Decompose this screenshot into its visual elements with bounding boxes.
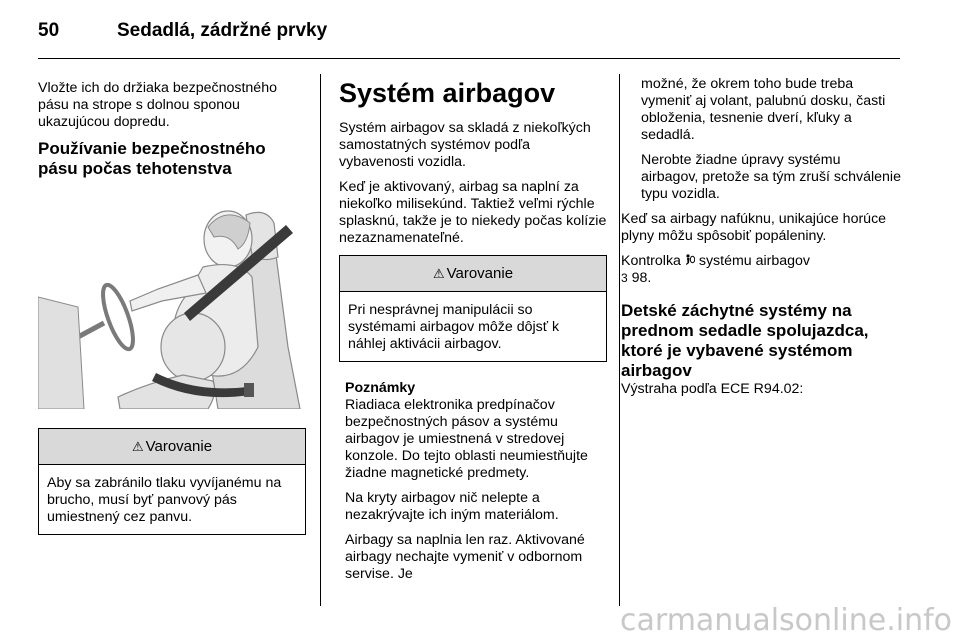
hot-gases-paragraph: Keď sa airbagy nafúknu, unikajúce horúce plyny môžu spôsobiť popáleniny. xyxy=(621,211,887,244)
warning-header xyxy=(39,429,305,465)
page-ref-arrow-icon: 3 xyxy=(621,271,628,285)
watermark: carmanualsonline.info xyxy=(620,603,952,638)
page-ref-link[interactable]: 98. xyxy=(631,270,652,286)
warning-header xyxy=(340,256,606,292)
column-2 xyxy=(339,78,607,591)
header-rule xyxy=(38,58,900,59)
notes-continued xyxy=(641,76,901,203)
indicator-reference: Kontrolka systému airbagov 3 98. xyxy=(621,253,811,286)
ece-warning-paragraph: Výstraha podľa ECE R94.02: xyxy=(621,381,804,397)
warning-title: Varovanie xyxy=(446,265,514,282)
page-number: 50 xyxy=(38,20,60,41)
notes-block xyxy=(345,397,607,583)
warning-text: Pri nesprávnej manipulácii so systémami airbagov môže dôjsť k náhlej aktivácii airbagov. xyxy=(348,302,560,352)
airbag-system-heading: Systém airbagov xyxy=(339,78,556,108)
column-3 xyxy=(621,76,901,406)
airbag-intro-paragraph: Systém airbagov sa skladá z niekoľkých samostatných systémov podľa vybavenosti vozidla. xyxy=(339,120,591,170)
note-paragraph: Airbagy sa naplnia len raz. Aktivované airbagy nechajte vymeniť v odbornom servise. Je xyxy=(345,532,585,582)
note-paragraph: Na kryty airbagov nič nelepte a nezakrývajte ich iným materiálom. xyxy=(345,490,559,523)
section-title: Sedadlá, zádržné prvky xyxy=(117,20,328,41)
child-restraint-heading: Detské záchytné systémy na prednom sedadle spolujazdca, ktoré je vybavené systémom airbagov xyxy=(621,301,869,380)
warning-title: Varovanie xyxy=(145,438,213,455)
note-paragraph: Nerobte žiadne úpravy systému airbagov, pretože sa tým zruší schválenie typu vozidla. xyxy=(641,152,901,202)
warning-triangle-icon: ⚠ xyxy=(131,439,144,454)
note-paragraph: Riadiaca elektronika predpínačov bezpečnostných pásov a systému airbagov je umiestnená v stredovej konzole. Do tejto oblasti neumiestňujte žiadne magnetické predmety. xyxy=(345,397,588,481)
airbag-warning-icon xyxy=(685,254,695,266)
warning-text: Aby sa zabránilo tlaku vyvíjanému na brucho, musí byť panvový pás umiestnený cez panvu. xyxy=(47,475,282,525)
airbag-warning-box xyxy=(339,255,607,362)
pregnancy-warning-box xyxy=(38,428,306,535)
warning-triangle-icon: ⚠ xyxy=(432,266,445,281)
intro-paragraph: Vložte ich do držiaka bezpečnostného pásu na strope s dolnou sponou ukazujúcou dopredu. xyxy=(38,80,277,130)
column-1 xyxy=(38,80,306,549)
airbag-activation-paragraph: Keď je aktivovaný, airbag sa naplní za niekoľko milisekúnd. Taktiež veľmi rýchle splasknú, takže je to niekedy počas kolízie nezaznamenateľné. xyxy=(339,179,607,246)
notes-label: Poznámky xyxy=(345,380,416,396)
note-paragraph: možné, že okrem toho bude treba vymeniť aj volant, palubnú dosku, časti obloženia, tesnenie dverí, kľuky a sedadlá. xyxy=(641,76,886,143)
pregnant-driver-illustration xyxy=(38,197,302,409)
pregnancy-belt-heading: Používanie bezpečnostného pásu počas tehotenstva xyxy=(38,139,266,178)
column-divider-2 xyxy=(619,74,620,606)
column-divider-1 xyxy=(320,74,321,606)
